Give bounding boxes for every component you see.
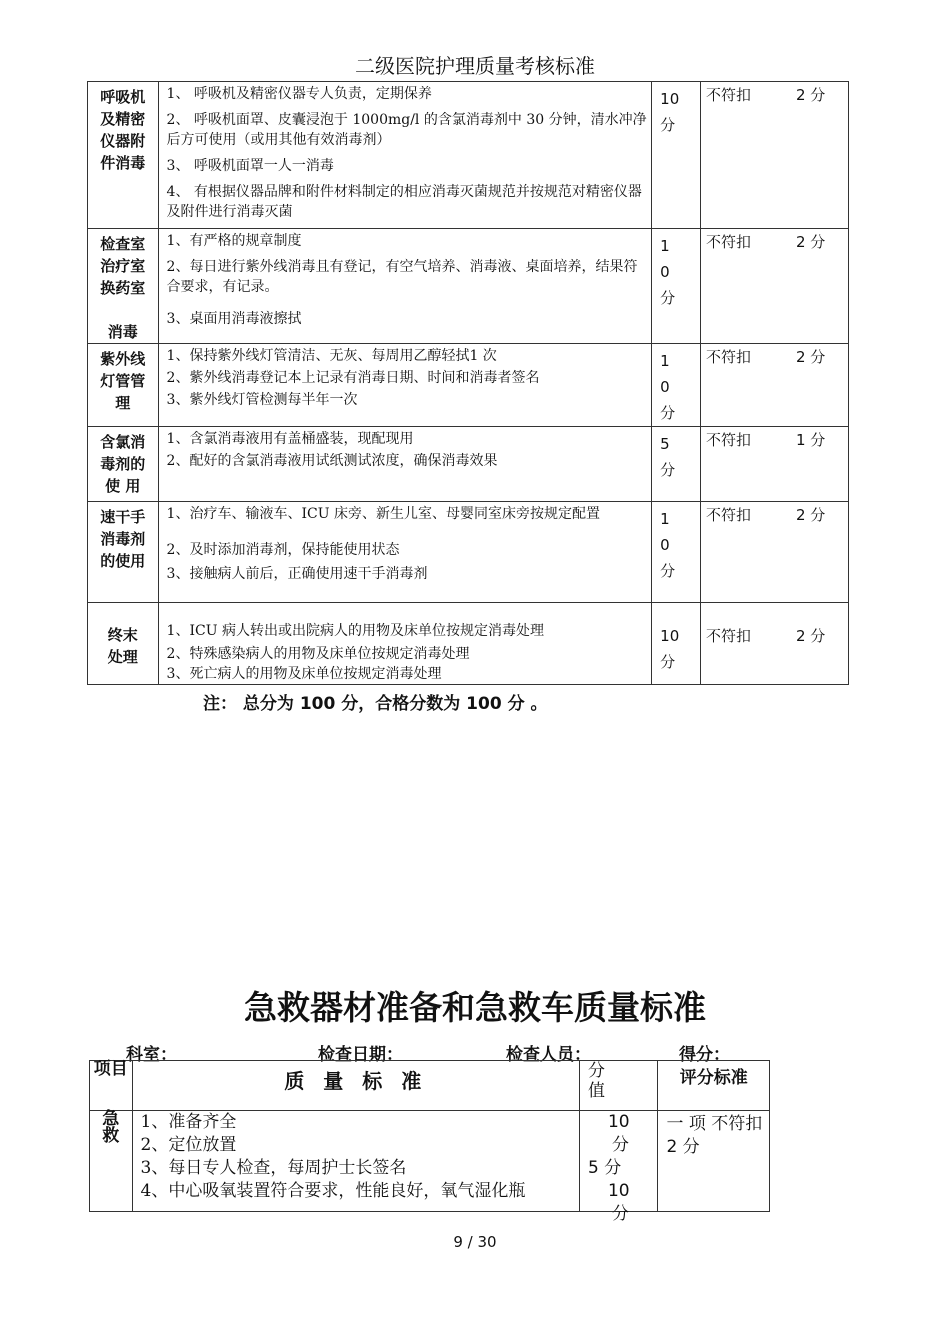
criteria-cell <box>701 344 849 427</box>
standard-item: 2、特殊感染病人的用物及床单位按规定消毒处理 <box>166 646 470 662</box>
points-text: 1 分 <box>796 431 826 449</box>
criteria-cell <box>701 603 849 685</box>
page-header: 二级医院护理质量考核标准 <box>355 54 595 78</box>
standard-cell <box>158 344 652 427</box>
standard-item: 2、紫外线消毒登记本上记录有消毒日期、时间和消毒者签名 <box>166 370 540 386</box>
disinfection-standards-table <box>87 81 849 685</box>
standard-item: 2、及时添加消毒剂，保持能使用状态 <box>166 542 400 558</box>
total-score-note: 注： 总分为 100 分，合格分数为 100 分 。 <box>203 694 548 714</box>
category-label: 紫外线 灯管管 理 <box>100 350 146 412</box>
criteria-cell: 一 项 不符扣 2 分 <box>658 1111 770 1212</box>
standard-item: 1、准备齐全 <box>140 1112 237 1132</box>
criteria-text: 不符扣 <box>706 431 752 449</box>
score-cell: 5 分 <box>652 427 701 502</box>
score-cell: 1 0 分 <box>652 344 701 427</box>
standard-item: 1、有严格的规章制度 <box>166 233 302 249</box>
standard-item: 3、每日专人检查，每周护士长签名 <box>140 1158 407 1178</box>
score-cell: 1 0 分 <box>652 502 701 603</box>
score-value: 10 <box>607 1112 630 1132</box>
criteria-cell <box>701 82 849 229</box>
score-unit: 分 <box>611 1135 629 1155</box>
standard-item: 1、 呼吸机及精密仪器专人负责，定期保养 <box>166 86 432 102</box>
category-cell <box>88 603 159 685</box>
table-row <box>88 344 849 427</box>
standard-item: 1、治疗车、输液车、ICU 床旁、新生儿室、母婴同室床旁按规定配置 <box>166 506 600 522</box>
table-row <box>90 1111 770 1212</box>
dept-label: 科室： <box>126 1045 177 1065</box>
standard-cell <box>132 1111 579 1212</box>
score-value: 5 分 <box>587 1158 622 1178</box>
standard-item: 4、中心吸氧装置符合要求，性能良好，氧气湿化瓶 <box>140 1181 526 1201</box>
criteria-cell <box>701 502 849 603</box>
standard-cell <box>158 603 652 685</box>
standard-item: 1、ICU 病人转出或出院病人的用物及床单位按规定消毒处理 <box>166 623 544 639</box>
check-date-label: 检查日期： <box>318 1045 403 1065</box>
score-value: 10 <box>607 1181 630 1201</box>
section-title: 急救器材准备和急救车质量标准 <box>244 988 706 1027</box>
category-cell <box>88 82 159 229</box>
header-standard: 质 量 标 准 <box>132 1061 579 1111</box>
table-row <box>88 82 849 229</box>
standard-item: 3、接触病人前后，正确使用速干手消毒剂 <box>166 566 428 582</box>
page-number: 9 / 30 <box>453 1233 497 1251</box>
points-text: 2 分 <box>796 627 826 645</box>
criteria-text: 不符扣 <box>706 233 752 251</box>
score-label: 得分： <box>679 1045 730 1065</box>
score-cell: 10 分 <box>652 82 701 229</box>
score-cell: 10 分 <box>652 603 701 685</box>
standard-item: 4、 有根据仪器品牌和附件材料制定的相应消毒灭菌规范并按规范对精密仪器及附件进行消毒灭菌 <box>166 184 642 220</box>
category-cell <box>88 427 159 502</box>
criteria-text: 不符扣 <box>706 627 752 645</box>
category-label: 终末 处理 <box>107 625 138 666</box>
category-cell <box>88 344 159 427</box>
standard-item: 1、保持紫外线灯管清洁、无灰、每周用乙醇轻拭1 次 <box>166 348 497 364</box>
standard-cell <box>158 229 652 344</box>
standard-item: 1、含氯消毒液用有盖桶盛装，现配现用 <box>166 431 414 447</box>
criteria-text: 不符扣 <box>706 506 752 524</box>
standard-item: 3、紫外线灯管检测每半年一次 <box>166 392 358 408</box>
category-label: 检查室 治疗室 换药室 消毒 <box>100 235 146 341</box>
item-cell: 急 救 <box>90 1111 133 1212</box>
header-score: 分 值 <box>579 1061 657 1111</box>
criteria-text: 不符扣 <box>706 86 752 104</box>
score-unit: 分 <box>611 1204 629 1224</box>
points-text: 2 分 <box>796 233 826 251</box>
criteria-text: 不符扣 <box>706 348 752 366</box>
category-cell <box>88 502 159 603</box>
category-label: 呼吸机 及精密 仪器附 件消毒 <box>100 88 146 172</box>
table-row <box>88 427 849 502</box>
points-text: 2 分 <box>796 348 826 366</box>
points-text: 2 分 <box>796 506 826 524</box>
standard-item: 3、 呼吸机面罩一人一消毒 <box>166 158 334 174</box>
table-header-row <box>90 1061 770 1111</box>
table-row <box>88 229 849 344</box>
points-text: 2 分 <box>796 86 826 104</box>
standard-item: 2、定位放置 <box>140 1135 237 1155</box>
emergency-equipment-table <box>89 1059 770 1224</box>
standard-item: 3、死亡病人的用物及床单位按规定消毒处理 <box>166 666 442 682</box>
standard-cell <box>158 427 652 502</box>
header-item: 项目 <box>90 1061 133 1111</box>
header-criteria: 评分标准 <box>658 1061 770 1111</box>
standard-cell <box>158 82 652 229</box>
standard-item: 3、桌面用消毒液擦拭 <box>166 311 302 327</box>
standard-cell <box>158 502 652 603</box>
inspector-label: 检查人员： <box>506 1045 591 1065</box>
standard-item: 2、 呼吸机面罩、皮囊浸泡于 1000mg/l 的含氯消毒剂中 30 分钟，清水冲净后方可使用（或用其他有效消毒剂） <box>166 112 647 148</box>
criteria-cell <box>701 427 849 502</box>
category-label: 速干手 消毒剂 的使用 <box>100 508 146 570</box>
score-cell <box>579 1111 657 1224</box>
table-row <box>88 603 849 685</box>
category-cell <box>88 229 159 344</box>
standard-item: 2、每日进行紫外线消毒且有登记，有空气培养、消毒液、桌面培养，结果符合要求，有记录。 <box>166 259 638 295</box>
table-row <box>88 502 849 603</box>
criteria-cell <box>701 229 849 344</box>
standard-item: 2、配好的含氯消毒液用试纸测试浓度，确保消毒效果 <box>166 453 498 469</box>
score-cell: 1 0 分 <box>652 229 701 344</box>
category-label: 含氯消 毒剂的 使 用 <box>100 433 146 495</box>
